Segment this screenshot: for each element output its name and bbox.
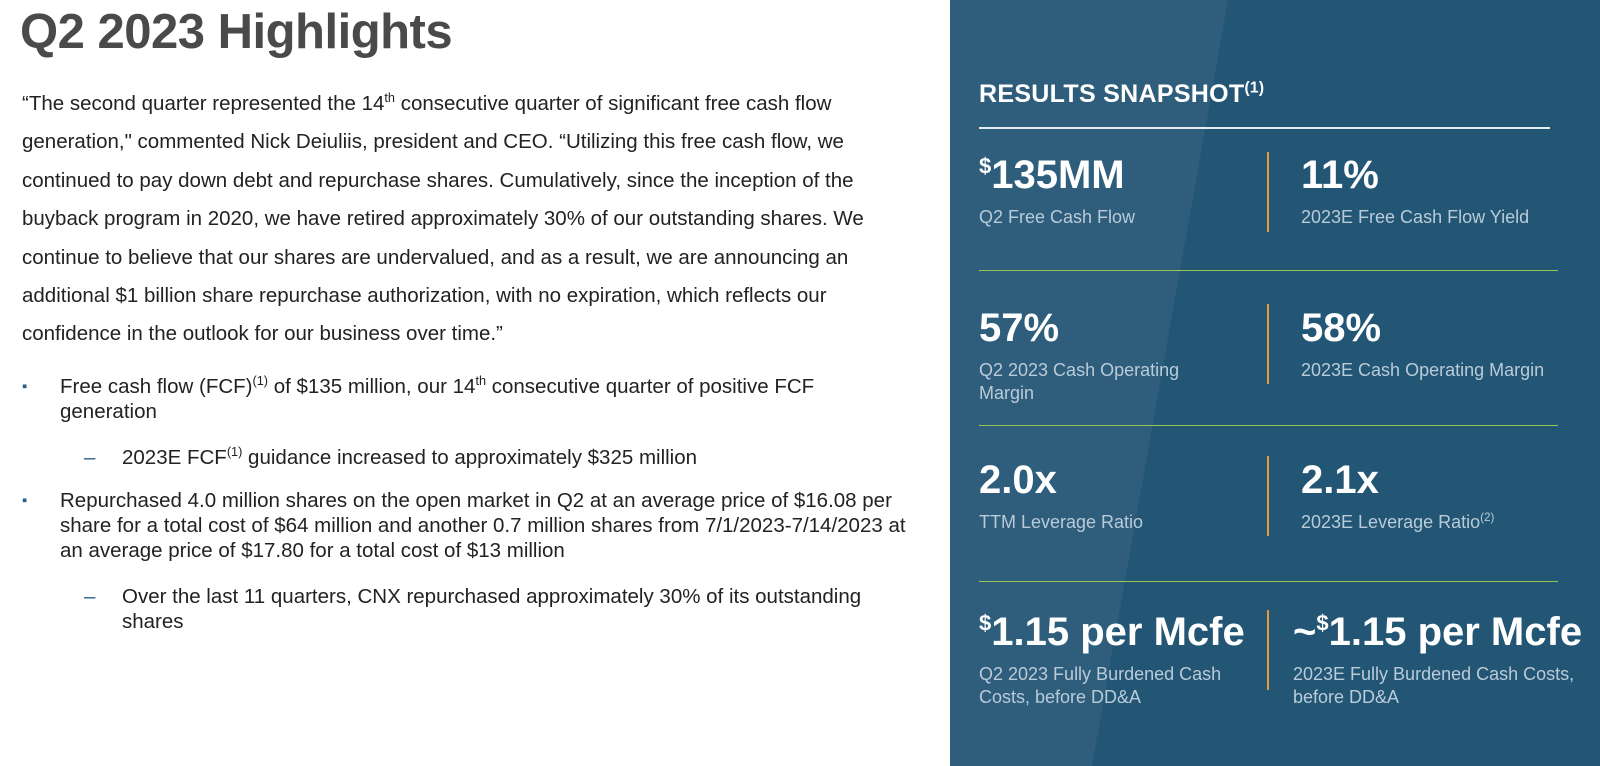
metric-q2-cash-costs: [979, 610, 1259, 709]
dash-bullet-icon: –: [84, 585, 96, 608]
quote-text-2: consecutive quarter of significant free cash flow generation," commented Nick Deiuliis, president and CEO. “Utilizing this free cash flow, we continued to pay down debt and repurchase shares. Cumulatively, since the inception of the buyback program in 2020, we have retired approximately 30% of our outstanding shares. We continue to believe that our shares are undervalued, and as a result, we are announcing an additional $1 billion share repurchase authorization, with no expiration, which reflects our confidence in the outlook for our business over time.”: [22, 92, 864, 346]
metric-q2-operating-margin: [979, 306, 1219, 405]
metric-label-text: 2023E Leverage Ratio: [1301, 512, 1481, 532]
column-divider: [1267, 610, 1269, 690]
footnote-ref: (1): [1244, 79, 1265, 97]
metric-value: [1293, 610, 1593, 654]
currency-symbol: $: [1316, 610, 1329, 636]
page-title: Q2 2023 Highlights: [20, 5, 453, 59]
ceo-quote: [22, 85, 912, 354]
bullet-fcf: [22, 374, 912, 424]
metric-label: 2023E Free Cash Flow Yield: [1301, 207, 1530, 227]
sub-bullet-buyback: [84, 584, 914, 634]
title-divider: [979, 127, 1550, 129]
metric-q2-fcf: [979, 153, 1249, 229]
metric-value: 58%: [1301, 306, 1382, 350]
approx-symbol: ~: [1293, 610, 1317, 654]
metric-label: Q2 2023 Fully Burdened Cash Costs, before DD&A: [979, 664, 1222, 707]
metric-2023e-cash-costs: [1293, 610, 1593, 709]
row-divider: [979, 581, 1558, 582]
metric-label: Q2 2023 Cash Operating Margin: [979, 360, 1180, 403]
sub-bullet-buyback-text: Over the last 11 quarters, CNX repurchased approximately 30% of its outstanding shares: [122, 585, 862, 633]
metric-2023e-operating-margin: [1301, 306, 1591, 382]
sub-bullet-guidance: [84, 445, 914, 470]
metric-ttm-leverage: [979, 458, 1249, 534]
metric-label: TTM Leverage Ratio: [979, 512, 1144, 532]
guidance-part-a: 2023E FCF: [122, 446, 227, 469]
metric-label: [1301, 511, 1591, 534]
square-bullet-icon: ▪: [22, 378, 28, 395]
metric-value: 2.0x: [979, 458, 1057, 502]
footnote-ref: (2): [1480, 511, 1495, 524]
column-divider: [1267, 304, 1269, 384]
bullet-fcf-part-a: Free cash flow (FCF): [60, 375, 253, 398]
square-bullet-icon: ▪: [22, 492, 28, 509]
metric-number: 1.15 per Mcfe: [1328, 610, 1583, 654]
metric-value: [979, 610, 1259, 654]
currency-symbol: $: [979, 153, 992, 179]
metric-value: 11%: [1301, 153, 1379, 197]
metric-number: 135MM: [991, 153, 1125, 197]
column-divider: [1267, 152, 1269, 232]
metric-2023e-leverage: [1301, 458, 1591, 534]
snapshot-title: [979, 80, 1264, 109]
metric-label: 2023E Cash Operating Margin: [1301, 360, 1545, 380]
currency-symbol: $: [979, 610, 992, 636]
footnote-ref: (1): [252, 373, 269, 389]
bullet-fcf-part-c: consecutive quarter of positive FCF generation: [60, 375, 815, 423]
metric-label: 2023E Fully Burdened Cash Costs, before DD&A: [1293, 664, 1575, 707]
metric-label: Q2 Free Cash Flow: [979, 207, 1136, 227]
metric-number: 1.15 per Mcfe: [991, 610, 1245, 654]
quote-text-1: “The second quarter represented the 14: [22, 92, 385, 115]
footnote-ref: (1): [226, 444, 243, 460]
guidance-part-b: guidance increased to approximately $325 million: [242, 446, 698, 469]
row-divider: [979, 270, 1558, 271]
sub-bullet-guidance-text: [122, 445, 914, 470]
row-divider: [979, 425, 1558, 426]
bullet-repurchase: [22, 488, 912, 563]
column-divider: [1267, 456, 1269, 536]
metric-value: 57%: [979, 306, 1060, 350]
snapshot-title-text: RESULTS SNAPSHOT: [979, 80, 1245, 108]
metric-value: [979, 153, 1249, 197]
ordinal-sup: th: [475, 373, 487, 389]
bullet-fcf-part-b: of $135 million, our 14: [268, 375, 476, 398]
bullet-repurchase-text: Repurchased 4.0 million shares on the open market in Q2 at an average price of $16.08 per share for a total cost of $64 million and another 0.7 million shares from 7/1/2023-7/14/2023 at an average price of $17.80 for a total cost of $13 million: [60, 489, 906, 562]
metric-value: 2.1x: [1301, 458, 1379, 502]
results-snapshot-panel: [950, 0, 1600, 766]
bullet-fcf-text: [60, 374, 912, 424]
quote-sup: th: [384, 90, 396, 106]
metric-fcf-yield: [1301, 153, 1591, 229]
dash-bullet-icon: –: [84, 446, 96, 469]
